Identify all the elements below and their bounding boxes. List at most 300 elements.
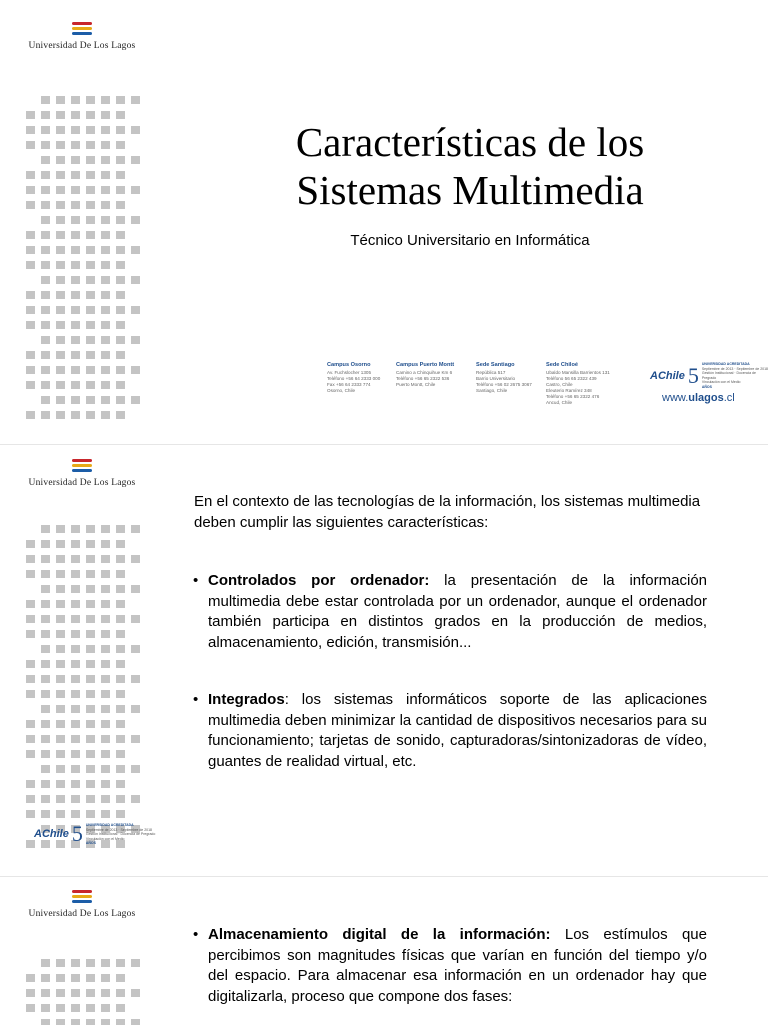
- decorative-square: [56, 111, 65, 119]
- decorative-square: [41, 555, 50, 563]
- decorative-square: [41, 336, 50, 344]
- decorative-square: [71, 321, 80, 329]
- decorative-square: [131, 336, 140, 344]
- decorative-square: [86, 291, 95, 299]
- decorative-square: [116, 720, 125, 728]
- decorative-square: [101, 630, 110, 638]
- campus-heading: Sede Chiloé: [546, 362, 579, 368]
- decorative-square: [86, 989, 95, 997]
- decorative-square: [101, 1019, 110, 1025]
- decorative-square: [26, 795, 35, 803]
- decorative-square: [116, 306, 125, 314]
- university-logo: [22, 459, 142, 488]
- decorative-square: [86, 780, 95, 788]
- decorative-square: [71, 141, 80, 149]
- decorative-square: [56, 690, 65, 698]
- decorative-square: [41, 216, 50, 224]
- decorative-square: [86, 201, 95, 209]
- decorative-square: [71, 540, 80, 548]
- campus-line: Av. Fuchslocher 1305: [327, 370, 372, 375]
- campus-line: Teléfono 56 65 2322 439: [546, 376, 597, 381]
- university-name: Universidad De Los Lagos: [28, 909, 136, 919]
- decorative-square: [41, 291, 50, 299]
- decorative-square: [56, 600, 65, 608]
- accreditation-text: [86, 823, 155, 846]
- decorative-square: [56, 989, 65, 997]
- decorative-square: [86, 660, 95, 668]
- decorative-square: [101, 321, 110, 329]
- decorative-square: [41, 186, 50, 194]
- decorative-square: [71, 276, 80, 284]
- decorative-square: [71, 675, 80, 683]
- decorative-square: [86, 585, 95, 593]
- decorative-square-grid: [26, 96, 144, 419]
- decorative-square: [116, 396, 125, 404]
- decorative-square: [101, 261, 110, 269]
- decorative-square: [86, 96, 95, 104]
- decorative-square: [41, 660, 50, 668]
- bullet-almacenamiento: [193, 925, 707, 1007]
- decorative-square: [116, 570, 125, 578]
- decorative-square: [26, 780, 35, 788]
- decorative-square: [101, 765, 110, 773]
- title-slide: [0, 0, 768, 440]
- decorative-square: [101, 411, 110, 419]
- decorative-square: [86, 570, 95, 578]
- decorative-square: [56, 366, 65, 374]
- decorative-square: [26, 411, 35, 419]
- decorative-square: [101, 540, 110, 548]
- decorative-square: [41, 540, 50, 548]
- decorative-square: [41, 306, 50, 314]
- decorative-square: [101, 780, 110, 788]
- accreditation-line: Gestión Institucional · Docencia de Pregrado: [85, 832, 156, 836]
- university-logo: [22, 22, 142, 51]
- decorative-square: [131, 675, 140, 683]
- decorative-square: [26, 540, 35, 548]
- decorative-square: [41, 411, 50, 419]
- decorative-square: [71, 111, 80, 119]
- campus-line: Teléfono +56 65 2322 536: [396, 376, 450, 381]
- decorative-square: [71, 381, 80, 389]
- decorative-square: [41, 201, 50, 209]
- campus-line: Camino a Chinquihue Km 6: [396, 370, 453, 375]
- decorative-square: [101, 585, 110, 593]
- decorative-square: [116, 366, 125, 374]
- decorative-square: [71, 795, 80, 803]
- decorative-square: [41, 156, 50, 164]
- decorative-square: [86, 411, 95, 419]
- decorative-square: [56, 615, 65, 623]
- campus-line: Teléfono +56 65 2322 476: [546, 394, 600, 399]
- accreditation-years: 5: [687, 362, 699, 388]
- decorative-square: [116, 795, 125, 803]
- decorative-square: [56, 351, 65, 359]
- decorative-square: [26, 735, 35, 743]
- decorative-square: [26, 306, 35, 314]
- decorative-square: [86, 156, 95, 164]
- decorative-square: [86, 171, 95, 179]
- decorative-square: [56, 336, 65, 344]
- decorative-square: [56, 705, 65, 713]
- decorative-square: [116, 540, 125, 548]
- decorative-square: [116, 321, 125, 329]
- decorative-square: [86, 735, 95, 743]
- decorative-square: [41, 780, 50, 788]
- intro-paragraph: En el contexto de las tecnologías de la información, los sistemas multimedia deben cumplir las siguientes características:: [194, 493, 701, 531]
- sede-santiago: [476, 362, 550, 394]
- decorative-square: [101, 555, 110, 563]
- decorative-square: [56, 765, 65, 773]
- decorative-square: [41, 600, 50, 608]
- decorative-square: [86, 795, 95, 803]
- decorative-square: [41, 645, 50, 653]
- accreditation-years: 5: [71, 821, 83, 847]
- decorative-square: [71, 291, 80, 299]
- decorative-square: [86, 959, 95, 967]
- decorative-square: [86, 366, 95, 374]
- campus-heading: Sede Santiago: [476, 362, 515, 368]
- content-slide-2: [0, 876, 768, 1025]
- decorative-square: [116, 959, 125, 967]
- campus-heading: Campus Puerto Montt: [396, 362, 455, 368]
- decorative-square: [86, 765, 95, 773]
- decorative-square: [116, 336, 125, 344]
- decorative-square: [26, 381, 35, 389]
- university-emblem-icon: [72, 890, 92, 903]
- decorative-square: [101, 959, 110, 967]
- decorative-square: [71, 231, 80, 239]
- website-link[interactable]: [662, 392, 735, 404]
- campus-line: Santiago, Chile: [476, 388, 508, 393]
- decorative-square: [101, 690, 110, 698]
- decorative-square: [41, 525, 50, 533]
- decorative-square: [86, 555, 95, 563]
- decorative-square: [101, 396, 110, 404]
- campus-osorno: [327, 362, 401, 394]
- decorative-square: [131, 126, 140, 134]
- decorative-square: [71, 156, 80, 164]
- decorative-square: [86, 321, 95, 329]
- decorative-square: [56, 141, 65, 149]
- decorative-square: [116, 645, 125, 653]
- university-name: Universidad De Los Lagos: [28, 478, 136, 488]
- decorative-square: [26, 750, 35, 758]
- decorative-square: [116, 705, 125, 713]
- decorative-square: [116, 750, 125, 758]
- decorative-square: [101, 795, 110, 803]
- decorative-square: [131, 306, 140, 314]
- decorative-square: [116, 291, 125, 299]
- decorative-square: [56, 96, 65, 104]
- decorative-square: [116, 585, 125, 593]
- decorative-square: [116, 276, 125, 284]
- decorative-square: [101, 231, 110, 239]
- decorative-square: [86, 974, 95, 982]
- decorative-square: [41, 630, 50, 638]
- decorative-square: [56, 660, 65, 668]
- decorative-square: [56, 570, 65, 578]
- decorative-square: [86, 705, 95, 713]
- decorative-square: [116, 111, 125, 119]
- accreditation-line: AÑOS: [85, 841, 96, 845]
- decorative-square: [101, 735, 110, 743]
- decorative-square: [86, 720, 95, 728]
- decorative-square: [116, 171, 125, 179]
- decorative-square: [116, 780, 125, 788]
- campus-line: Fax +56 64 2333 774: [327, 382, 371, 387]
- decorative-square: [131, 585, 140, 593]
- subtitle: Técnico Universitario en Informática: [350, 232, 590, 249]
- decorative-square: [41, 366, 50, 374]
- university-emblem-icon: [72, 459, 92, 472]
- decorative-square: [26, 630, 35, 638]
- decorative-square: [56, 156, 65, 164]
- bullet-integrados: [193, 690, 707, 772]
- bullet-term: Integrados: [208, 691, 285, 708]
- decorative-square: [41, 381, 50, 389]
- decorative-square: [71, 615, 80, 623]
- decorative-square: [116, 675, 125, 683]
- decorative-square: [41, 765, 50, 773]
- campus-line: Ubaldo Mansilla Barrientos 131: [546, 370, 610, 375]
- decorative-square: [101, 974, 110, 982]
- decorative-square: [131, 525, 140, 533]
- decorative-square: [86, 810, 95, 818]
- decorative-square: [131, 1019, 140, 1025]
- decorative-square: [26, 351, 35, 359]
- accreditation-badge: [34, 823, 155, 846]
- decorative-square: [101, 381, 110, 389]
- accreditation-line: Gestión Institucional · Docencia de Pregrado: [701, 371, 756, 380]
- decorative-square: [101, 600, 110, 608]
- decorative-square: [41, 615, 50, 623]
- decorative-square: [71, 765, 80, 773]
- decorative-square: [56, 126, 65, 134]
- website-prefix: www.: [662, 392, 689, 404]
- campus-line: Eleuterio Ramírez 348: [546, 388, 592, 393]
- decorative-square: [56, 645, 65, 653]
- decorative-square: [101, 216, 110, 224]
- decorative-square: [86, 246, 95, 254]
- campus-line: República 517: [476, 370, 506, 375]
- accreditation-agency: AChile: [34, 828, 69, 841]
- decorative-square: [86, 231, 95, 239]
- decorative-square: [26, 366, 35, 374]
- decorative-square: [56, 585, 65, 593]
- decorative-square: [71, 989, 80, 997]
- decorative-square: [71, 186, 80, 194]
- decorative-square: [56, 1019, 65, 1025]
- decorative-square: [41, 720, 50, 728]
- decorative-square: [71, 585, 80, 593]
- decorative-square: [41, 321, 50, 329]
- decorative-square: [116, 231, 125, 239]
- decorative-square: [131, 765, 140, 773]
- decorative-square-grid: [26, 525, 144, 848]
- decorative-square: [56, 276, 65, 284]
- decorative-square: [56, 795, 65, 803]
- decorative-square: [131, 156, 140, 164]
- decorative-square: [56, 525, 65, 533]
- university-logo: [22, 890, 142, 919]
- decorative-square: [56, 735, 65, 743]
- decorative-square: [41, 675, 50, 683]
- decorative-square: [86, 525, 95, 533]
- decorative-square: [56, 216, 65, 224]
- campus-heading: Campus Osorno: [327, 362, 371, 368]
- decorative-square: [116, 1004, 125, 1012]
- decorative-square: [116, 156, 125, 164]
- decorative-square: [41, 585, 50, 593]
- decorative-square: [101, 750, 110, 758]
- decorative-square: [56, 186, 65, 194]
- content-slide-1: [0, 444, 768, 873]
- decorative-square: [116, 126, 125, 134]
- decorative-square: [101, 186, 110, 194]
- decorative-square: [131, 96, 140, 104]
- website-name: ulagos: [688, 392, 724, 404]
- decorative-square: [131, 366, 140, 374]
- decorative-square: [41, 810, 50, 818]
- decorative-square: [41, 690, 50, 698]
- decorative-square: [41, 735, 50, 743]
- accreditation-line: Vinculación con el Medio: [85, 836, 125, 841]
- decorative-square: [26, 570, 35, 578]
- decorative-square: [71, 126, 80, 134]
- decorative-square: [71, 645, 80, 653]
- decorative-square: [101, 171, 110, 179]
- accreditation-text: [702, 362, 768, 389]
- decorative-square: [41, 959, 50, 967]
- university-name: Universidad De Los Lagos: [28, 41, 136, 51]
- decorative-square: [56, 974, 65, 982]
- decorative-square: [71, 690, 80, 698]
- decorative-square: [26, 321, 35, 329]
- decorative-square: [26, 126, 35, 134]
- decorative-square: [86, 396, 95, 404]
- decorative-square: [56, 1004, 65, 1012]
- decorative-square-grid: [26, 959, 144, 1025]
- decorative-square: [56, 261, 65, 269]
- decorative-square: [71, 1004, 80, 1012]
- decorative-square: [86, 381, 95, 389]
- decorative-square: [26, 555, 35, 563]
- accreditation-line: UNIVERSIDAD ACREDITADA: [85, 823, 134, 827]
- decorative-square: [86, 306, 95, 314]
- decorative-square: [86, 336, 95, 344]
- decorative-square: [101, 246, 110, 254]
- bullet-icon: •: [193, 572, 199, 589]
- decorative-square: [41, 570, 50, 578]
- decorative-square: [101, 156, 110, 164]
- decorative-square: [116, 989, 125, 997]
- decorative-square: [26, 675, 35, 683]
- decorative-square: [86, 1004, 95, 1012]
- decorative-square: [86, 111, 95, 119]
- accreditation-line: Septiembre de 2013 · Septiembre de 2018: [85, 827, 152, 832]
- decorative-square: [131, 396, 140, 404]
- decorative-square: [71, 351, 80, 359]
- decorative-square: [116, 1019, 125, 1025]
- campus-line: Teléfono +56 02 2675 3067: [476, 382, 532, 387]
- decorative-square: [71, 974, 80, 982]
- decorative-square: [71, 720, 80, 728]
- decorative-square: [86, 600, 95, 608]
- decorative-square: [56, 959, 65, 967]
- decorative-square: [26, 660, 35, 668]
- decorative-square: [116, 411, 125, 419]
- decorative-square: [41, 396, 50, 404]
- campus-line: Castro, Chile: [546, 382, 573, 387]
- decorative-square: [116, 216, 125, 224]
- bullet-text: : los sistemas informáticos soporte de las aplicaciones multimedia deben minimizar la cantidad de dispositivos necesarios para su funcionamiento; tarjetas de sonido, capturadoras/sintonizadoras de vídeo, guantes de realidad virtual, etc.: [208, 691, 707, 770]
- decorative-square: [116, 630, 125, 638]
- decorative-square: [86, 690, 95, 698]
- decorative-square: [101, 570, 110, 578]
- decorative-square: [86, 216, 95, 224]
- decorative-square: [41, 1019, 50, 1025]
- decorative-square: [86, 276, 95, 284]
- website-suffix: .cl: [723, 392, 735, 404]
- campus-line: Osorno, Chile: [327, 388, 356, 393]
- decorative-square: [41, 1004, 50, 1012]
- decorative-square: [56, 321, 65, 329]
- decorative-square: [116, 615, 125, 623]
- decorative-square: [56, 750, 65, 758]
- decorative-square: [41, 261, 50, 269]
- title-line-2: Sistemas Multimedia: [296, 167, 644, 213]
- decorative-square: [116, 810, 125, 818]
- decorative-square: [71, 306, 80, 314]
- decorative-square: [86, 630, 95, 638]
- decorative-square: [86, 615, 95, 623]
- campus-puerto-montt: [396, 362, 470, 388]
- decorative-square: [101, 351, 110, 359]
- decorative-square: [101, 1004, 110, 1012]
- decorative-square: [101, 705, 110, 713]
- decorative-square: [56, 720, 65, 728]
- decorative-square: [101, 141, 110, 149]
- decorative-square: [116, 735, 125, 743]
- decorative-square: [41, 705, 50, 713]
- decorative-square: [101, 96, 110, 104]
- decorative-square: [56, 246, 65, 254]
- decorative-square: [26, 615, 35, 623]
- decorative-square: [41, 126, 50, 134]
- decorative-square: [71, 336, 80, 344]
- decorative-square: [101, 660, 110, 668]
- decorative-square: [26, 201, 35, 209]
- decorative-square: [26, 974, 35, 982]
- decorative-square: [101, 675, 110, 683]
- campus-line: Ancud, Chile: [546, 400, 573, 405]
- accreditation-line: Septiembre de 2013 · Septiembre de 2018: [701, 366, 768, 371]
- decorative-square: [131, 555, 140, 563]
- decorative-square: [71, 555, 80, 563]
- decorative-square: [71, 660, 80, 668]
- decorative-square: [131, 989, 140, 997]
- decorative-square: [41, 351, 50, 359]
- decorative-square: [71, 1019, 80, 1025]
- decorative-square: [71, 201, 80, 209]
- decorative-square: [116, 765, 125, 773]
- decorative-square: [116, 96, 125, 104]
- decorative-square: [41, 96, 50, 104]
- decorative-square: [131, 216, 140, 224]
- decorative-square: [101, 366, 110, 374]
- decorative-square: [41, 111, 50, 119]
